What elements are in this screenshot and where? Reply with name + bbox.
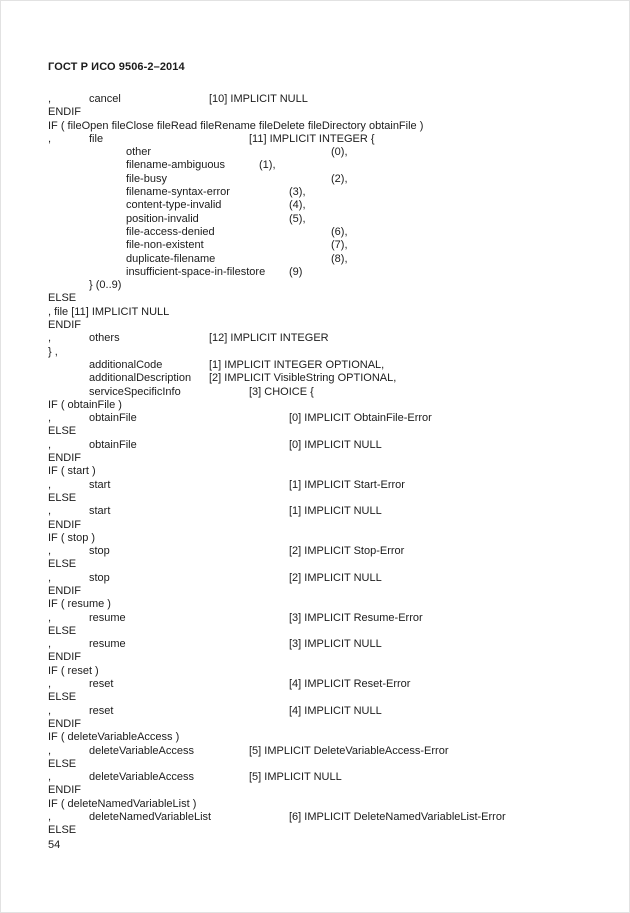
code-line <box>1 266 629 279</box>
code-line <box>1 465 629 478</box>
code-line <box>1 824 629 837</box>
code-segment: , <box>48 744 52 757</box>
code-segment: [2] IMPLICIT VisibleString OPTIONAL, <box>209 372 397 385</box>
code-segment: ELSE <box>48 558 77 571</box>
code-segment: file-non-existent <box>126 239 204 252</box>
page-number: 54 <box>48 839 61 851</box>
code-segment: , <box>48 332 52 345</box>
code-line <box>1 612 629 625</box>
code-segment: ELSE <box>48 824 77 837</box>
code-segment: [3] CHOICE { <box>249 385 314 398</box>
code-line <box>1 492 629 505</box>
code-line <box>1 452 629 465</box>
code-segment: start <box>89 478 111 491</box>
code-segment: , <box>48 704 52 717</box>
code-segment: [1] IMPLICIT NULL <box>289 505 382 518</box>
code-line <box>1 133 629 146</box>
code-line <box>1 106 629 119</box>
code-segment: obtainFile <box>89 438 137 451</box>
code-line <box>1 625 629 638</box>
code-line <box>1 638 629 651</box>
code-segment: ENDIF <box>48 584 81 597</box>
code-segment: [11] IMPLICIT INTEGER { <box>249 132 375 145</box>
code-segment: [0] IMPLICIT ObtainFile-Error <box>289 412 432 425</box>
code-segment: ELSE <box>48 691 77 704</box>
code-line <box>1 332 629 345</box>
code-segment: cancel <box>89 93 121 105</box>
code-segment: ELSE <box>48 425 77 438</box>
code-segment: IF ( resume ) <box>48 598 111 611</box>
code-line <box>1 319 629 332</box>
code-segment: [10] IMPLICIT NULL <box>209 93 308 105</box>
code-segment: resume <box>89 611 126 624</box>
code-segment: obtainFile <box>89 412 137 425</box>
code-segment: , <box>48 771 52 784</box>
code-segment: content-type-invalid <box>126 199 222 212</box>
code-line <box>1 665 629 678</box>
code-segment: , <box>48 93 52 105</box>
code-line <box>1 386 629 399</box>
code-segment: , <box>48 638 52 651</box>
code-segment: position-invalid <box>126 212 199 225</box>
code-line <box>1 359 629 372</box>
code-line <box>1 306 629 319</box>
code-line <box>1 771 629 784</box>
code-segment: filename-ambiguous <box>126 159 226 172</box>
code-line <box>1 745 629 758</box>
code-segment: [6] IMPLICIT DeleteNamedVariableList-Error <box>289 811 506 824</box>
code-line <box>1 213 629 226</box>
code-segment: (6), <box>331 225 348 238</box>
code-line <box>1 811 629 824</box>
code-segment: ENDIF <box>48 784 81 797</box>
code-line <box>1 199 629 212</box>
code-line <box>1 532 629 545</box>
code-line <box>1 372 629 385</box>
code-segment: file-access-denied <box>126 225 215 238</box>
code-line <box>1 798 629 811</box>
code-line <box>1 505 629 518</box>
code-segment: others <box>89 332 120 345</box>
code-segment: ENDIF <box>48 651 81 664</box>
code-segment: [1] IMPLICIT INTEGER OPTIONAL, <box>209 358 385 371</box>
code-line <box>1 239 629 252</box>
code-line <box>1 758 629 771</box>
code-segment: } (0..9) <box>89 279 122 292</box>
code-segment: [3] IMPLICIT NULL <box>289 638 382 651</box>
code-line <box>1 93 629 106</box>
code-segment: reset <box>89 678 114 691</box>
code-segment: [2] IMPLICIT Stop-Error <box>289 545 405 558</box>
code-line <box>1 545 629 558</box>
code-line <box>1 159 629 172</box>
code-segment: stop <box>89 545 110 558</box>
code-segment: [4] IMPLICIT NULL <box>289 704 382 717</box>
code-segment: (1), <box>259 159 276 172</box>
code-segment: deleteVariableAccess <box>89 744 194 757</box>
code-line <box>1 585 629 598</box>
code-segment: , <box>48 611 52 624</box>
code-segment: ELSE <box>48 624 77 637</box>
asn1-code-block <box>1 93 629 838</box>
code-line <box>1 186 629 199</box>
code-segment: (7), <box>331 239 348 252</box>
code-segment: filename-syntax-error <box>126 186 230 199</box>
document-header: ГОСТ Р ИСО 9506-2–2014 <box>48 61 185 73</box>
code-line <box>1 146 629 159</box>
code-segment: [0] IMPLICIT NULL <box>289 438 382 451</box>
code-segment: [12] IMPLICIT INTEGER <box>209 332 329 345</box>
code-segment: IF ( obtainFile ) <box>48 398 122 411</box>
code-segment: [5] IMPLICIT NULL <box>249 771 342 784</box>
code-segment: (9) <box>289 265 303 278</box>
code-segment: , <box>48 132 52 145</box>
code-segment: duplicate-filename <box>126 252 216 265</box>
code-line <box>1 279 629 292</box>
code-line <box>1 226 629 239</box>
code-segment: ELSE <box>48 292 77 305</box>
code-line <box>1 572 629 585</box>
code-segment: IF ( deleteVariableAccess ) <box>48 731 180 744</box>
code-segment: } , <box>48 345 58 358</box>
code-segment: additionalDescription <box>89 372 192 385</box>
code-segment: , <box>48 412 52 425</box>
code-line <box>1 705 629 718</box>
code-line <box>1 399 629 412</box>
code-line <box>1 691 629 704</box>
code-line <box>1 479 629 492</box>
code-segment: ENDIF <box>48 319 81 332</box>
code-segment: IF ( deleteNamedVariableList ) <box>48 797 197 810</box>
code-segment: , <box>48 678 52 691</box>
code-line <box>1 173 629 186</box>
code-segment: (2), <box>331 172 348 185</box>
code-segment: , <box>48 505 52 518</box>
code-segment: reset <box>89 704 114 717</box>
code-line <box>1 253 629 266</box>
code-segment: file <box>89 132 104 145</box>
code-segment: ENDIF <box>48 452 81 465</box>
code-segment: (5), <box>289 212 306 225</box>
code-segment: ELSE <box>48 757 77 770</box>
code-segment: (0), <box>331 146 348 159</box>
code-line <box>1 120 629 133</box>
code-segment: , <box>48 811 52 824</box>
code-segment: (3), <box>289 186 306 199</box>
code-line <box>1 718 629 731</box>
code-line <box>1 678 629 691</box>
code-segment: [3] IMPLICIT Resume-Error <box>289 611 423 624</box>
code-line <box>1 292 629 305</box>
code-segment: , file [11] IMPLICIT NULL <box>48 305 170 318</box>
code-line <box>1 784 629 797</box>
code-segment: file-busy <box>126 172 167 185</box>
code-line <box>1 412 629 425</box>
code-segment: [5] IMPLICIT DeleteVariableAccess-Error <box>249 744 449 757</box>
code-segment: IF ( start ) <box>48 465 96 478</box>
code-line <box>1 731 629 744</box>
code-segment: , <box>48 478 52 491</box>
code-segment: insufficient-space-in-filestore <box>126 265 266 278</box>
code-line <box>1 425 629 438</box>
code-segment: [1] IMPLICIT Start-Error <box>289 478 405 491</box>
code-segment: IF ( fileOpen fileClose fileRead fileRename fileDelete fileDirectory obtainFile ) <box>48 119 424 132</box>
code-segment: start <box>89 505 111 518</box>
code-line <box>1 651 629 664</box>
code-segment: stop <box>89 571 110 584</box>
code-segment: [4] IMPLICIT Reset-Error <box>289 678 411 691</box>
code-segment: deleteVariableAccess <box>89 771 194 784</box>
code-segment: , <box>48 438 52 451</box>
code-segment: ENDIF <box>48 106 81 119</box>
code-segment: IF ( stop ) <box>48 531 96 544</box>
code-segment: ENDIF <box>48 717 81 730</box>
code-segment: IF ( reset ) <box>48 664 99 677</box>
code-line <box>1 598 629 611</box>
code-line <box>1 439 629 452</box>
code-segment: , <box>48 545 52 558</box>
code-segment: serviceSpecificInfo <box>89 385 181 398</box>
code-line <box>1 346 629 359</box>
code-line <box>1 558 629 571</box>
code-segment: (8), <box>331 252 348 265</box>
code-segment: resume <box>89 638 126 651</box>
code-segment: (4), <box>289 199 306 212</box>
code-segment: other <box>126 146 152 159</box>
code-segment: ELSE <box>48 491 77 504</box>
code-segment: additionalCode <box>89 358 163 371</box>
code-segment: ENDIF <box>48 518 81 531</box>
code-segment: , <box>48 571 52 584</box>
code-segment: deleteNamedVariableList <box>89 811 212 824</box>
code-line <box>1 519 629 532</box>
code-segment: [2] IMPLICIT NULL <box>289 571 382 584</box>
